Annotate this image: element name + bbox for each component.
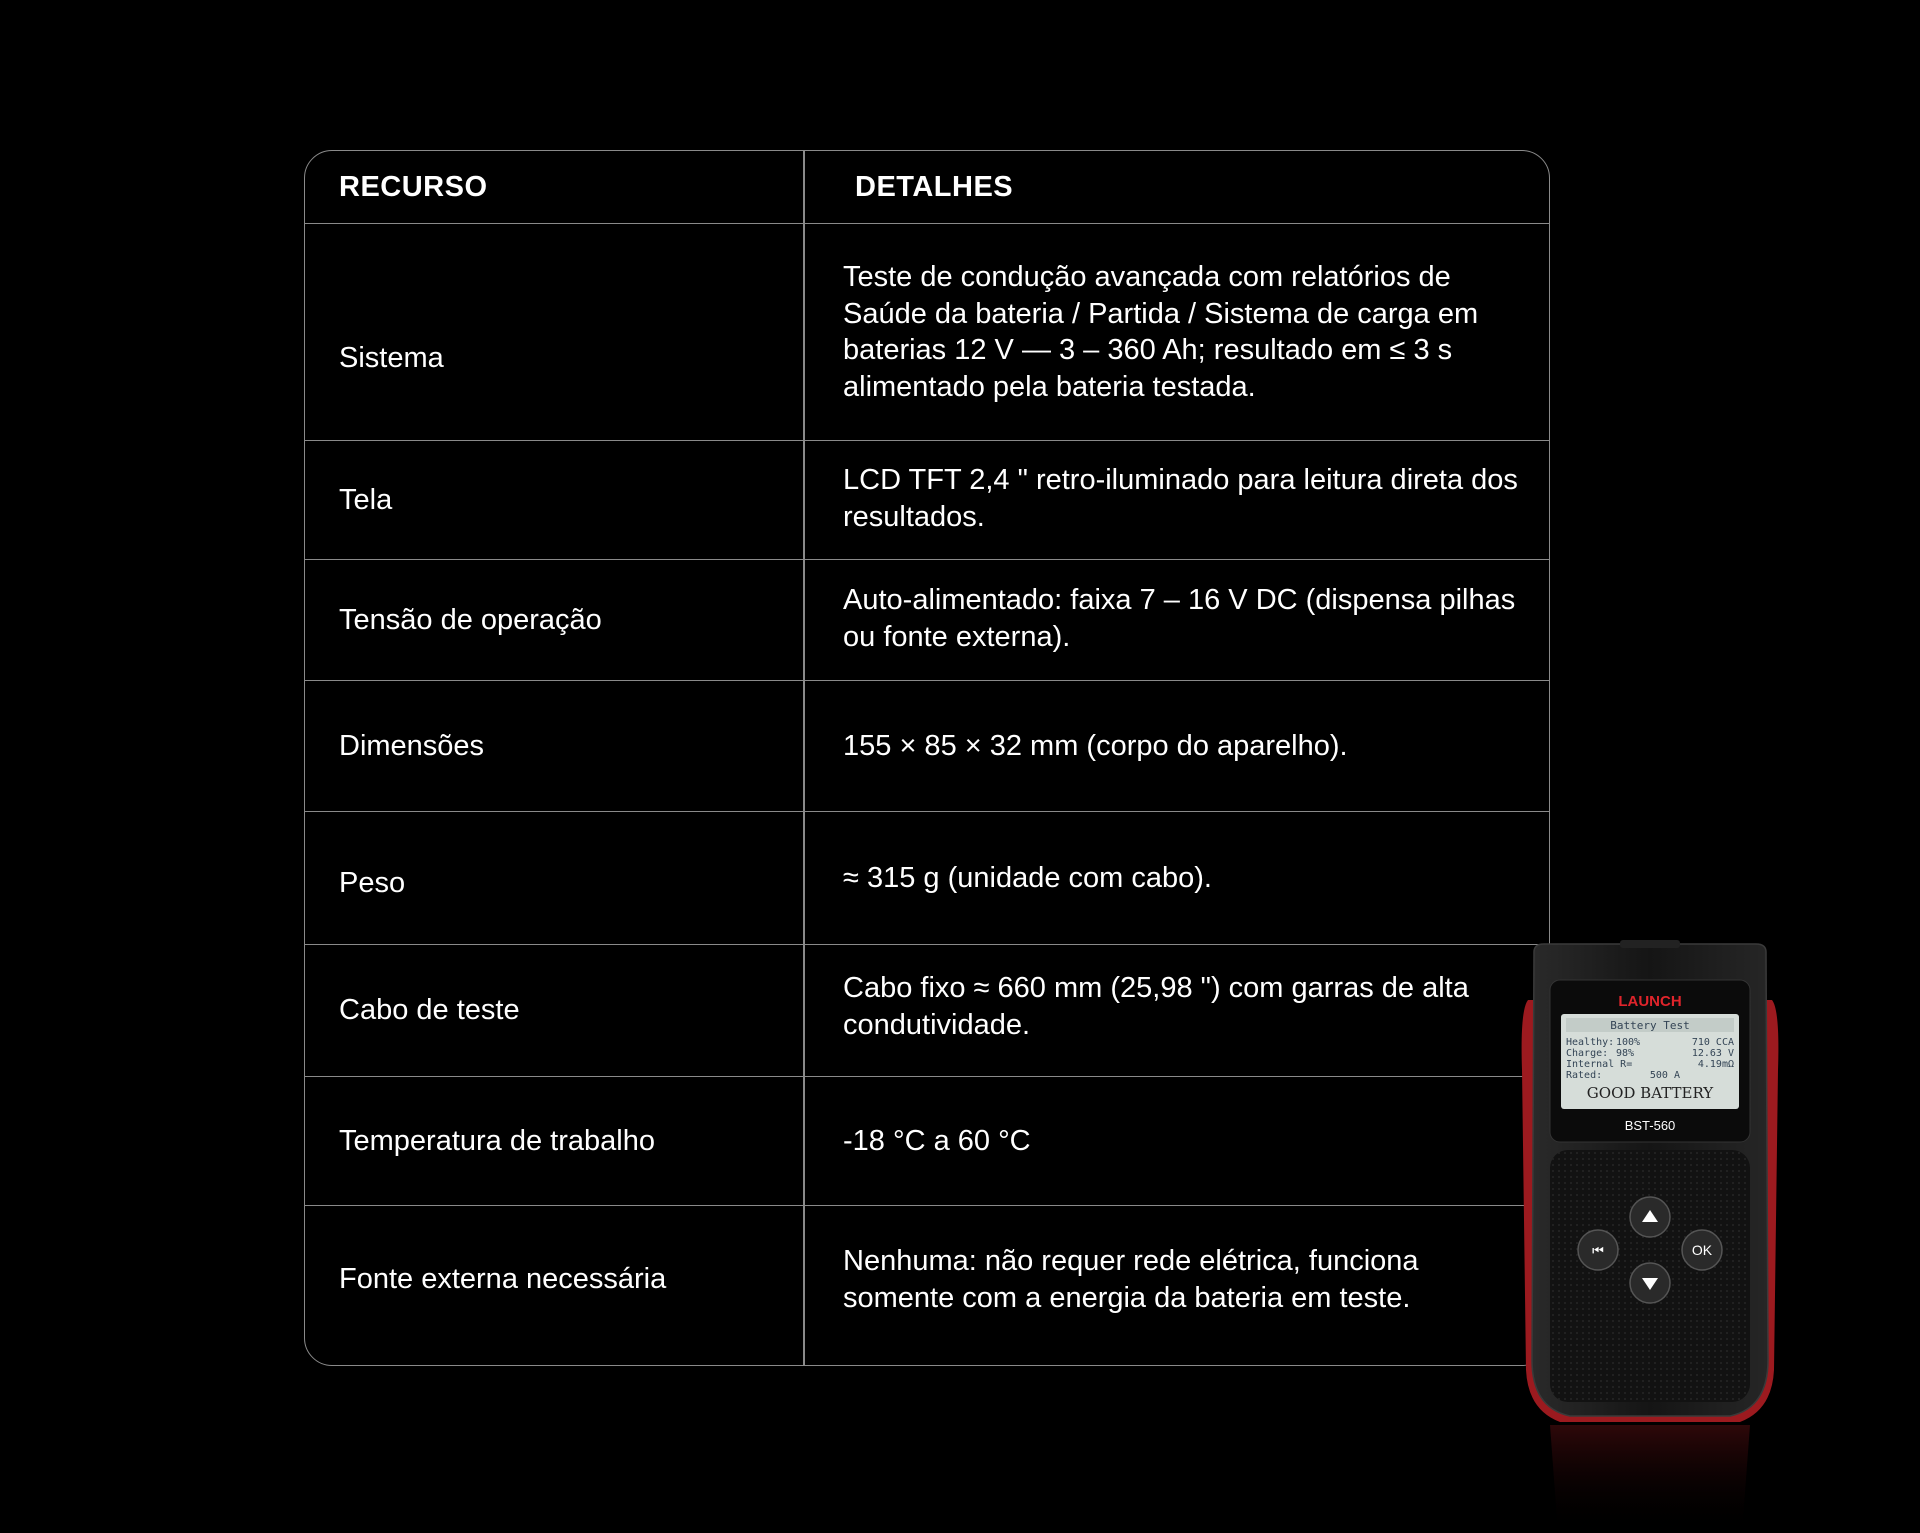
lcd-rated-value: 500 A bbox=[1649, 1070, 1680, 1081]
row-feature: Temperatura de trabalho bbox=[339, 1124, 655, 1157]
table-row bbox=[305, 681, 1549, 812]
device-reflection bbox=[1550, 1425, 1750, 1533]
row-details: Auto-alimentado: faixa 7 – 16 V DC (dispensa pilhas ou fonte externa). bbox=[843, 584, 1516, 653]
lcd-internal-label: Internal R= bbox=[1566, 1059, 1633, 1070]
table-row bbox=[305, 1077, 1549, 1206]
table-row bbox=[305, 945, 1549, 1077]
row-feature: Sistema bbox=[339, 342, 444, 374]
header-feature: RECURSO bbox=[339, 170, 488, 203]
lcd-healthy-label: Healthy: bbox=[1566, 1037, 1615, 1048]
row-feature: Tela bbox=[339, 483, 393, 516]
table-header bbox=[305, 151, 1549, 224]
lcd-healthy-value: 100% bbox=[1616, 1037, 1641, 1048]
table-row bbox=[305, 560, 1549, 681]
row-details: 155 × 85 × 32 mm (corpo do aparelho). bbox=[843, 729, 1348, 762]
cable-port bbox=[1620, 940, 1680, 948]
row-details: LCD TFT 2,4 " retro-iluminado para leitura direta dos resultados. bbox=[843, 464, 1518, 533]
row-details: -18 °C a 60 °C bbox=[843, 1124, 1031, 1157]
brand-logo: LAUNCH bbox=[1618, 993, 1682, 1010]
row-feature: Peso bbox=[339, 867, 406, 899]
row-details: Teste de condução avançada com relatórios de Saúde da bateria / Partida / Sistema de carga em baterias 12 V — 3 – 360 Ah; resultado em ≤ 3 s alimentado pela bateria testada. bbox=[843, 261, 1479, 403]
back-button[interactable] bbox=[1578, 1230, 1618, 1270]
table-row bbox=[305, 224, 1549, 441]
battery-tester-device bbox=[1520, 940, 1780, 1533]
model-label: BST-560 bbox=[1624, 1118, 1676, 1133]
header-details: DETALHES bbox=[855, 170, 1014, 203]
row-feature: Fonte externa necessária bbox=[339, 1263, 667, 1295]
lcd-internal-value: 4.19mΩ bbox=[1697, 1059, 1734, 1070]
table-row bbox=[305, 812, 1549, 945]
down-button[interactable] bbox=[1630, 1263, 1670, 1303]
row-details: Nenhuma: não requer rede elétrica, funciona somente com a energia da bateria em teste. bbox=[843, 1245, 1419, 1314]
row-feature: Cabo de teste bbox=[339, 994, 520, 1026]
back-icon: ⏮ bbox=[1592, 1244, 1604, 1259]
ok-button[interactable] bbox=[1682, 1230, 1722, 1270]
spec-table bbox=[304, 150, 1550, 1366]
lcd-cca-value: 710 CCA bbox=[1691, 1037, 1734, 1048]
lcd-charge-label: Charge: bbox=[1566, 1048, 1609, 1059]
table-row bbox=[305, 1206, 1549, 1366]
lcd-title: Battery Test bbox=[1610, 1019, 1690, 1032]
ok-label: OK bbox=[1691, 1242, 1713, 1258]
row-details: ≈ 315 g (unidade com cabo). bbox=[843, 862, 1212, 894]
row-feature: Tensão de operação bbox=[339, 603, 602, 636]
row-details: Cabo fixo ≈ 660 mm (25,98 ") com garras de alta condutividade. bbox=[843, 972, 1469, 1041]
up-button[interactable] bbox=[1630, 1197, 1670, 1237]
lcd-rated-label: Rated: bbox=[1566, 1070, 1603, 1081]
table-row bbox=[305, 441, 1549, 560]
lcd-voltage-value: 12.63 V bbox=[1691, 1048, 1734, 1059]
row-feature: Dimensões bbox=[339, 729, 485, 762]
lcd-charge-value: 98% bbox=[1616, 1048, 1635, 1059]
lcd-status: GOOD BATTERY bbox=[1586, 1084, 1714, 1102]
